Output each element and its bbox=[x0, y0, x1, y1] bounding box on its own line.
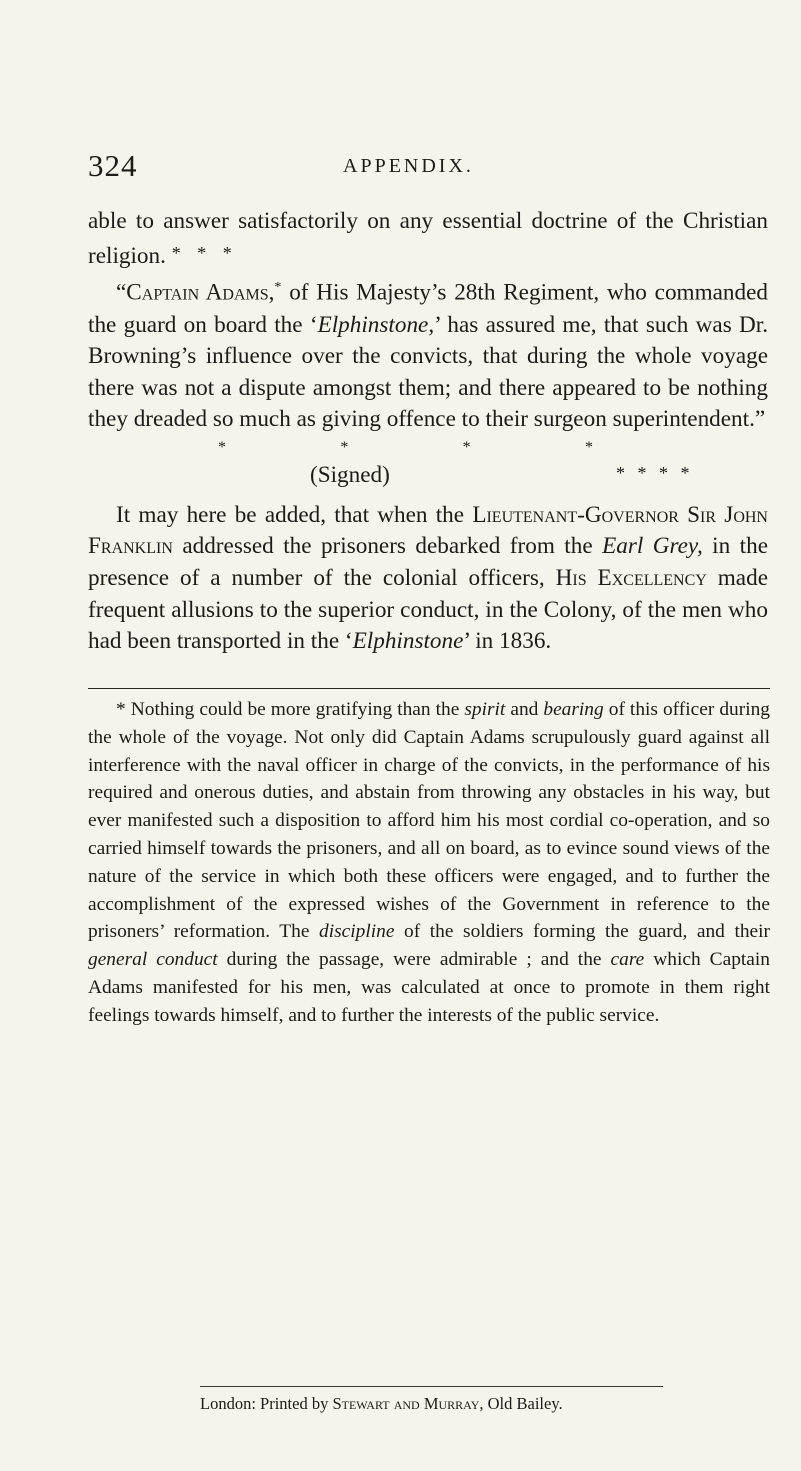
separator-star: * bbox=[218, 438, 226, 456]
footnote-emphasis-spirit: spirit bbox=[464, 699, 506, 720]
open-quote: “ bbox=[116, 279, 127, 306]
page-number: 324 bbox=[88, 148, 138, 183]
lieutenant-governor-name: Lieutenant-Governor Sir John Franklin bbox=[88, 501, 768, 560]
paragraph-2 bbox=[88, 272, 768, 436]
paragraph-3 bbox=[88, 500, 768, 658]
footnote-emphasis-discipline: discipline bbox=[319, 921, 395, 943]
footnote-text-1: Nothing could be more gratifying than the bbox=[125, 699, 465, 720]
separator-star: * bbox=[462, 438, 471, 456]
ship-name-elphinstone-2: Elphinstone bbox=[352, 628, 464, 655]
signature-line bbox=[88, 460, 768, 496]
footnote-text-6: which Captain Adams manifested for his men, was calculated at once to promote in them right feelings towards himself, and to further the interests of the public service. bbox=[88, 949, 770, 1026]
imprint-prefix: London: Printed by bbox=[200, 1394, 333, 1413]
separator-star: * bbox=[584, 438, 593, 456]
paragraph-2-text-a: of His Majesty’s 28th Regiment, who commanded the guard on board the ‘ bbox=[88, 279, 768, 338]
footnote-text-5: during the passage, were admirable ; and the bbox=[217, 949, 611, 971]
printer-imprint bbox=[200, 1393, 700, 1415]
signed-stars: * * * * bbox=[616, 462, 694, 483]
imprint-printers: Stewart and Murray bbox=[332, 1394, 480, 1413]
footnote-text-3: of this officer during the whole of the voyage. Not only did Captain Adams scrupulously guard against all interference with the naval officer in charge of the convicts, in the performance of his required and onerous duties, and abstain from throwing any obstacles in his way, but ever manifested such a disposition to afford him his most cordial co-operation, and so carried himself towards the prisoners, and all on board, as to evince sound views of the nature of the service in which both these officers were engaged, and to further the accomplishment of the expressed wishes of the Government in reference to the prisoners’ reformation. The bbox=[88, 699, 770, 943]
footnote bbox=[88, 696, 770, 1030]
page-header bbox=[88, 148, 768, 188]
paragraph-1-text: able to answer satisfactorily on any essential doctrine of the Christian religion. bbox=[88, 208, 768, 269]
footnote-text bbox=[88, 696, 770, 1030]
paragraph-3-text-d: made frequent allusions to the superior conduct, in the Colony, of the men who had been transported in the ‘ bbox=[88, 565, 768, 655]
main-text bbox=[88, 206, 768, 658]
section-separator-stars bbox=[218, 436, 593, 460]
paragraph-1 bbox=[88, 206, 768, 272]
footnote-emphasis-bearing: bearing bbox=[543, 699, 604, 720]
footnote-text-4: of the soldiers forming the guard, and their bbox=[394, 921, 770, 943]
imprint-suffix: , Old Bailey. bbox=[479, 1394, 563, 1413]
ship-name-elphinstone: Elphinstone, bbox=[317, 311, 435, 338]
paragraph-2-text-b: ’ has assured me, that such was Dr. Browning’s influence over the convicts, that during the whole voyage there was not a dispute amongst them; and there appeared to be nothing they dreaded so much as giving offence to their surgeon superintendent.” bbox=[88, 311, 768, 433]
footnote-divider bbox=[88, 688, 770, 689]
footnote-reference: * bbox=[274, 280, 282, 296]
footnote-emphasis-care: care bbox=[610, 949, 645, 971]
ship-name-earl-grey: Earl Grey, bbox=[602, 533, 703, 560]
footnote-marker: * bbox=[116, 699, 126, 720]
separator-star: * bbox=[340, 438, 349, 456]
captain-adams-name: Captain Adams, bbox=[126, 279, 275, 306]
footnote-text-2: and bbox=[505, 699, 544, 720]
his-excellency: His Excellency bbox=[555, 565, 707, 592]
imprint-divider bbox=[200, 1386, 663, 1387]
paragraph-3-text-c: in the presence of a number of the colonial officers, bbox=[88, 533, 768, 592]
paragraph-3-text-a: It may here be added, that when the bbox=[116, 501, 473, 528]
signed-label: (Signed) bbox=[310, 461, 390, 488]
paragraph-1-stars: * * * bbox=[171, 242, 238, 263]
running-head: APPENDIX. bbox=[343, 155, 474, 177]
paragraph-3-text-b: addressed the prisoners debarked from the bbox=[172, 533, 603, 560]
footnote-emphasis-general-conduct: general conduct bbox=[88, 949, 218, 971]
paragraph-3-text-e: ’ in 1836. bbox=[463, 628, 552, 655]
